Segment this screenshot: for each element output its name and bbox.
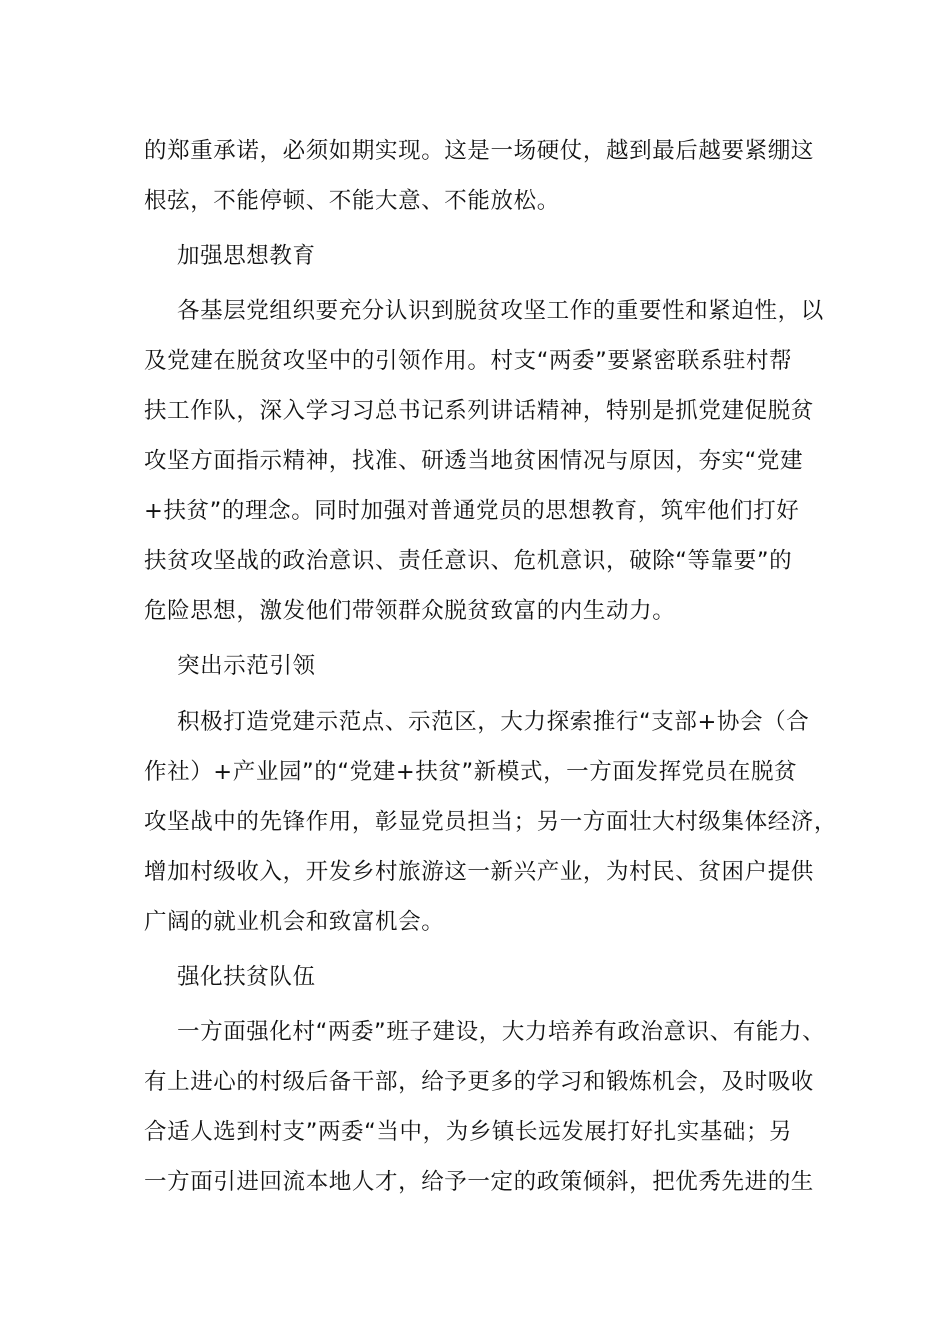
paragraph-line: 各基层党组织要充分认识到脱贫攻坚工作的重要性和紧迫性，以 <box>177 298 824 324</box>
paragraph-line: 扶贫攻坚战的政治意识、责任意识、危机意识，破除“等靠要”的 <box>144 548 793 574</box>
paragraph-line: 攻坚战中的先锋作用，彰显党员担当；另一方面壮大村级集体经济， <box>144 809 838 835</box>
paragraph-line: 的郑重承诺，必须如期实现。这是一场硬仗，越到最后越要紧绷这 <box>144 138 814 164</box>
section-heading: 加强思想教育 <box>177 243 316 269</box>
paragraph-line: +扶贫”的理念。同时加强对普通党员的思想教育，筑牢他们打好 <box>144 498 800 524</box>
paragraph-line: 有上进心的村级后备干部，给予更多的学习和锻炼机会，及时吸收 <box>144 1069 814 1095</box>
paragraph-line: 攻坚方面指示精神，找准、研透当地贫困情况与原因，夯实“党建 <box>144 448 804 474</box>
paragraph-line: 广阔的就业机会和致富机会。 <box>144 909 445 935</box>
paragraph-line: 危险思想，激发他们带领群众脱贫致富的内生动力。 <box>144 598 676 624</box>
section-heading: 强化扶贫队伍 <box>177 964 316 990</box>
paragraph-line: 增加村级收入，开发乡村旅游这一新兴产业，为村民、贫困户提供 <box>144 859 814 885</box>
paragraph-line: 积极打造党建示范点、示范区，大力探索推行“支部+协会（合 <box>177 709 810 735</box>
section-heading: 突出示范引领 <box>177 653 316 679</box>
paragraph-line: 作社）+产业园”的“党建+扶贫”新模式，一方面发挥党员在脱贫 <box>144 759 798 785</box>
paragraph-line: 及党建在脱贫攻坚中的引领作用。村支“两委”要紧密联系驻村帮 <box>144 348 793 374</box>
paragraph-line: 根弦，不能停顿、不能大意、不能放松。 <box>144 188 560 214</box>
paragraph-line: 合适人选到村支”两委“当中，为乡镇长远发展打好扎实基础；另 <box>144 1119 793 1145</box>
paragraph-line: 一方面引进回流本地人才，给予一定的政策倾斜，把优秀先进的生 <box>144 1169 814 1195</box>
paragraph-line: 扶工作队，深入学习习总书记系列讲话精神，特别是抓党建促脱贫 <box>144 398 814 424</box>
paragraph-line: 一方面强化村“两委”班子建设，大力培养有政治意识、有能力、 <box>177 1019 826 1045</box>
